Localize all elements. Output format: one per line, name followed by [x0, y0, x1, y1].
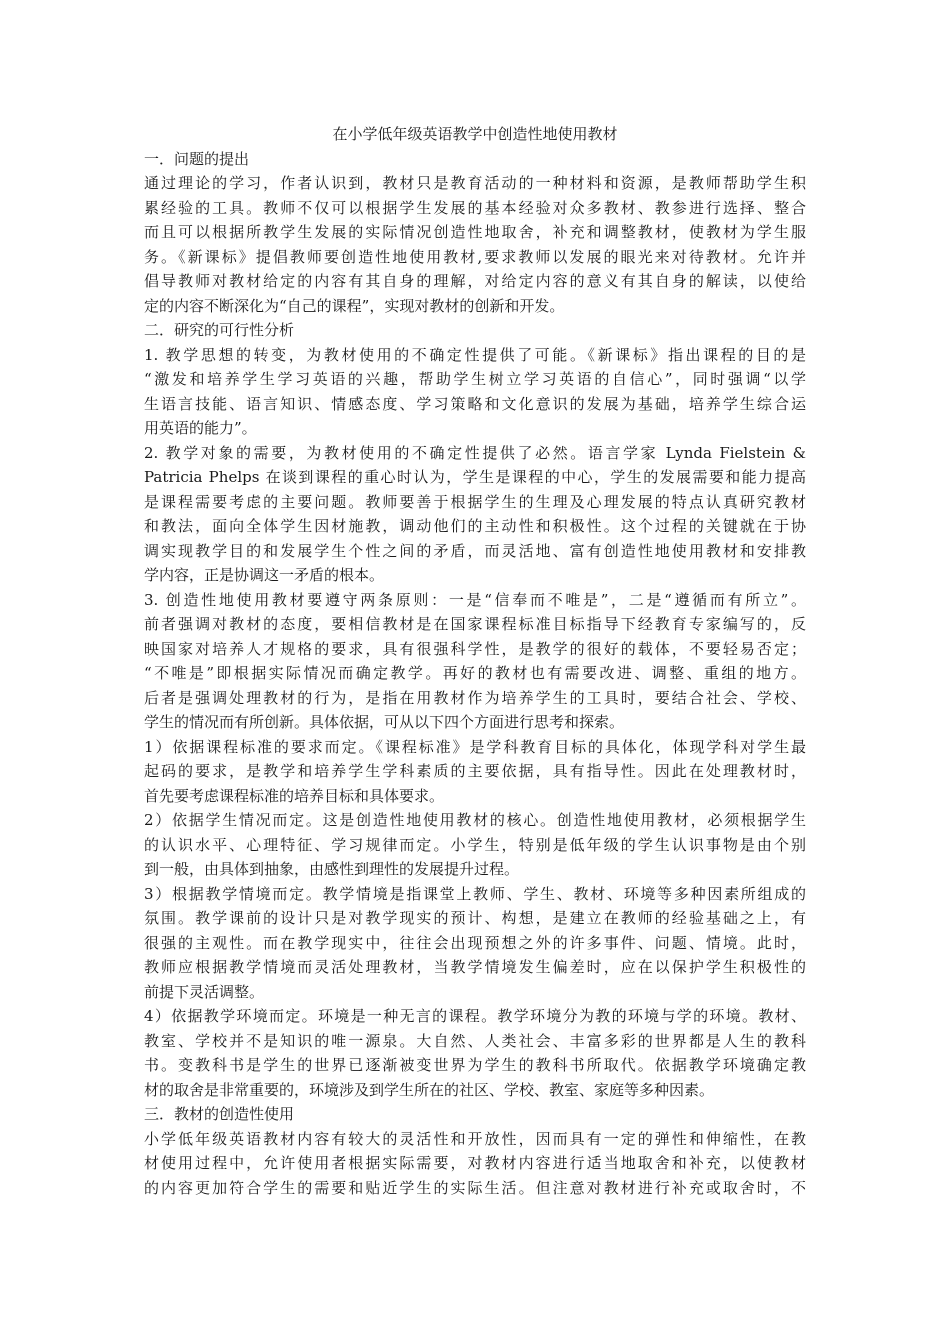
document-body: [144, 147, 806, 1201]
text-line: 是课程需要考虑的主要问题。教师要善于根据学生的生理及心理发展的特点认真研究教材: [144, 492, 806, 511]
text-line: 小学低年级英语教材内容有较大的灵活性和开放性，因而具有一定的弹性和伸缩性，在教: [144, 1129, 806, 1148]
text-line: 的认识水平、心理特征、学习规律而定。小学生，特别是低年级的学生认识事物是由个别: [144, 835, 806, 854]
text-line: 通过理论的学习，作者认识到，教材只是教育活动的一种材料和资源，是教师帮助学生积: [144, 174, 806, 192]
text-line: 前提下灵活调整。: [144, 982, 265, 1001]
text-line: 1）依据课程标准的要求而定。《课程标准》是学科教育目标的具体化，体现学科对学生最: [144, 737, 806, 756]
document-page: [144, 122, 806, 1200]
text-line: 很强的主观性。而在教学现实中，往往会出现预想之外的许多事件、问题、情境。此时，: [144, 933, 806, 952]
text-line: 学内容，正是协调这一矛盾的根本。: [144, 566, 385, 584]
text-line: “激发和培养学生学习英语的兴趣，帮助学生树立学习英语的自信心”，同时强调“以学: [144, 370, 806, 388]
text-line: 学生的情况而有所创新。具体依据，可从以下四个方面进行思考和探索。: [144, 713, 625, 731]
text-line: 材使用过程中，允许使用者根据实际需要，对教材内容进行适当地取舍和补充，以使教材: [144, 1154, 806, 1172]
text-line: 4）依据教学环境而定。环境是一种无言的课程。教学环境分为教的环境与学的环境。教材、: [144, 1007, 806, 1025]
text-line: 倡导教师对教材给定的内容有其自身的理解，对给定内容的意义有其自身的解读，以使给: [144, 272, 806, 290]
text-line: 三．教材的创造性使用: [144, 1105, 295, 1123]
text-line: Patricia Phelps 在谈到课程的重心时认为，学生是课程的中心，学生的发展需要和能力提高: [144, 468, 806, 486]
text-line: 用英语的能力”。: [144, 419, 257, 437]
text-line: 的内容更加符合学生的需要和贴近学生的实际生活。但注意对教材进行补充或取舍时，不: [144, 1178, 806, 1197]
text-line: 2）依据学生情况而定。这是创造性地使用教材的核心。创造性地使用教材，必须根据学生: [144, 811, 806, 829]
text-line: 调实现教学目的和发展学生个性之间的矛盾，而灵活地、富有创造性地使用教材和安排教: [144, 541, 806, 560]
text-line: 和教法，面向全体学生因材施教，调动他们的主动性和积极性。这个过程的关键就在于协: [144, 517, 806, 535]
text-line: 3）根据教学情境而定。教学情境是指课堂上教师、学生、教材、环境等多种因素所组成的: [144, 884, 806, 903]
text-line: 二．研究的可行性分析: [144, 321, 295, 339]
text-line: 教室、学校并不是知识的唯一源泉。大自然、人类社会、丰富多彩的世界都是人生的教科: [144, 1031, 806, 1050]
text-line: 书。变教科书是学生的世界已逐渐被变世界为学生的教科书所取代。依据教学环境确定教: [144, 1056, 806, 1074]
document-title: 在小学低年级英语教学中创造性地使用教材: [332, 125, 618, 143]
text-line: 起码的要求，是教学和培养学生学科素质的主要依据，具有指导性。因此在处理教材时，: [144, 762, 806, 780]
text-line: 首先要考虑课程标准的培养目标和具体要求。: [144, 786, 445, 805]
text-line: 前者强调对教材的态度，要相信教材是在国家课程标准目标指导下经教育专家编写的，反: [144, 615, 806, 633]
text-line: 定的内容不断深化为“自己的课程”，实现对教材的创新和开发。: [144, 296, 565, 315]
text-line: 氛围。教学课前的设计只是对教学现实的预计、构想，是建立在教师的经验基础之上，有: [144, 909, 806, 927]
text-line: 而且可以根据所教学生发展的实际情况创造性地取舍，补充和调整教材，使教材为学生服: [144, 223, 806, 241]
text-line: 2. 教学对象的需要，为教材使用的不确定性提供了必然。语言学家 Lynda Fielstein &: [144, 443, 806, 462]
text-line: 3. 创造性地使用教材要遵守两条原则：一是“信奉而不唯是”，二是“遵循而有所立”。: [144, 590, 806, 609]
text-line: 到一般，由具体到抽象，由感性到理性的发展提升过程。: [144, 860, 520, 878]
text-line: 教师应根据教学情境而灵活处理教材，当教学情境发生偏差时，应在以保护学生积极性的: [144, 958, 806, 976]
text-line: “不唯是”即根据实际情况而确定教学。再好的教材也有需要改进、调整、重组的地方。: [144, 664, 806, 682]
text-line: 生语言技能、语言知识、情感态度、学习策略和文化意识的发展为基础，培养学生综合运: [144, 394, 806, 413]
text-line: 材的取舍是非常重要的，环境涉及到学生所在的社区、学校、教室、家庭等多种因素。: [144, 1080, 715, 1099]
text-line: 累经验的工具。教师不仅可以根据学生发展的基本经验对众多教材、教参进行选择、整合: [144, 198, 806, 217]
text-line: 务。《新课标》提倡教师要创造性地使用教材,要求教师以发展的眼光来对待教材。允许并: [144, 247, 806, 266]
text-line: 映国家对培养人才规格的要求，具有很强科学性，是教学的很好的载体，不要轻易否定；: [144, 639, 806, 658]
text-line: 1. 教学思想的转变，为教材使用的不确定性提供了可能。《新课标》指出课程的目的是: [144, 345, 806, 364]
text-line: 后者是强调处理教材的行为，是指在用教材作为培养学生的工具时，要结合社会、学校、: [144, 688, 806, 707]
text-line: 一．问题的提出: [144, 149, 250, 168]
